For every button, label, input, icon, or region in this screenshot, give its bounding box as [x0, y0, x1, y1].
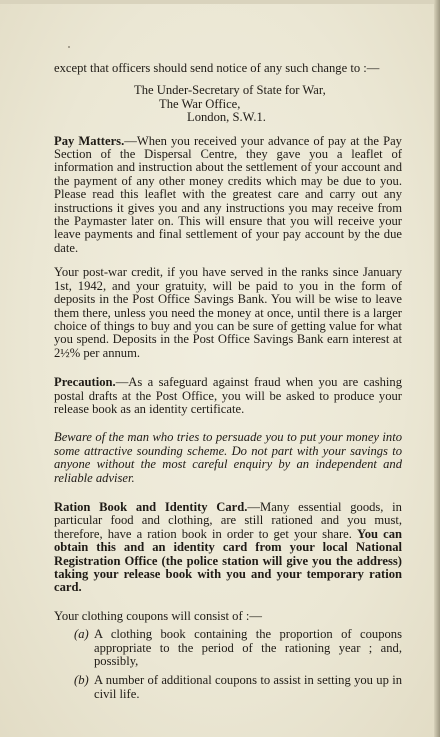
address-line-3: London, S.W.1. — [187, 110, 266, 125]
page-top-edge — [0, 0, 440, 4]
precaution-heading: Precaution. — [54, 375, 116, 390]
list-item-text: A clothing book containing the proportion of coupons appropriate to the period of the rationing year ; and, possibly, — [94, 627, 402, 669]
list-item-text: A number of additional coupons to assist in setting you up in civil life. — [94, 673, 402, 701]
ration-book-heading: Ration Book and Identity Card. — [54, 499, 248, 514]
page-right-edge — [434, 0, 440, 737]
pay-matters-paragraph — [54, 135, 402, 256]
address-line-2: The War Office, — [159, 96, 241, 111]
ration-book-text: —Many essential goods, in particular food and clothing, are still rationed and you must, therefore, have a ration book in order to get your share. — [54, 499, 402, 541]
intro-paragraph: except that officers should send notice of any such change to :— — [54, 61, 380, 75]
coupons-intro: Your clothing coupons will consist of :— — [54, 608, 262, 623]
ration-book-bold-text: You can obtain this and an identity card from your local National Registration Office (the police station will give you the address) taking your release book with you and your temporary ration card. — [54, 526, 402, 595]
address-line-1: The Under-Secretary of State for War, — [134, 83, 326, 98]
list-item-letter: (b) — [74, 673, 89, 688]
document-body — [54, 62, 402, 701]
list-item — [54, 628, 402, 668]
paper-speck — [68, 46, 70, 48]
precaution-paragraph — [54, 376, 402, 416]
post-war-credit-paragraph: Your post-war credit, if you have served in the ranks since January 1st, 1942, and your gratuity, will be paid to you in the form of deposits in the Post Office Savings Bank. You will be wise to leave them there, unless you need the money at once, until there is a larger choice of things to buy and you can be sure of getting value for what you spend. Deposits in the Post Office Savings Bank earn interest at 2½% per annum. — [54, 265, 402, 360]
beware-paragraph: Beware of the man who tries to persuade you to put your money into some attractive sounding scheme. Do not part with your savings to anyone without the most careful enquiry by an independent and reliable adviser. — [54, 430, 402, 485]
address-block — [54, 84, 402, 124]
coupons-list — [54, 628, 402, 701]
pay-matters-heading: Pay Matters. — [54, 133, 125, 148]
list-item — [54, 674, 402, 701]
list-item-letter: (a) — [74, 627, 89, 642]
pay-matters-text: —When you received your advance of pay at the Pay Section of the Dispersal Centre, they gave you a leaflet of information and instruction about the settlement of your account and the payment of any other money credits which may be due to you. Please read this leaflet with the greatest care and carry out any instructions it gives you and any instructions you may receive from the Paymaster later on. This will ensure that you will receive your leave payments and final settlement of your pay account by the due date. — [54, 133, 402, 255]
precaution-text: —As a safeguard against fraud when you are cashing postal drafts at the Post Office, you will be asked to produce your release book as an identity certificate. — [54, 375, 402, 416]
ration-book-paragraph — [54, 501, 402, 595]
